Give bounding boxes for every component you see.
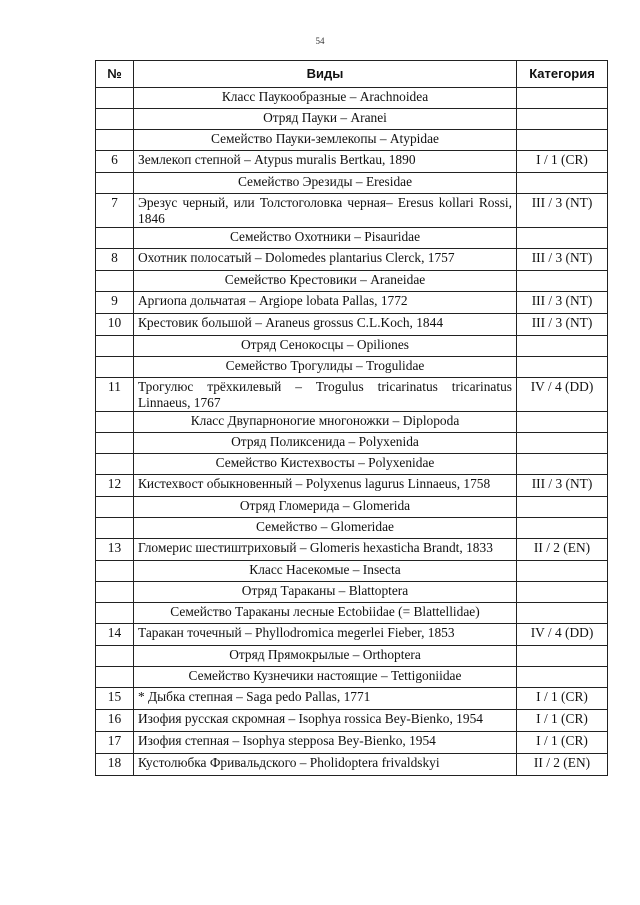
- species-row: [96, 732, 608, 754]
- species-row: [96, 314, 608, 336]
- category-cell: I / 1 (CR): [517, 732, 608, 754]
- row-number-cell: [96, 412, 134, 433]
- category-cell: I / 1 (CR): [517, 151, 608, 173]
- taxon-name-cell: Семейство – Glomeridae: [134, 518, 517, 539]
- row-number-cell: [96, 518, 134, 539]
- taxon-name-cell: Семейство Тараканы лесные Ectobiidae (= Blattellidae): [134, 603, 517, 624]
- taxon-name-cell: Семейство Кистехвосты – Polyxenidae: [134, 454, 517, 475]
- taxon-group-row: [96, 130, 608, 151]
- row-number-cell: [96, 173, 134, 194]
- taxon-group-row: [96, 518, 608, 539]
- row-number-cell: 14: [96, 624, 134, 646]
- category-cell: [517, 561, 608, 582]
- row-number-cell: 10: [96, 314, 134, 336]
- species-row: [96, 292, 608, 314]
- species-name-cell: Крестовик большой – Araneus grossus C.L.Koch, 1844: [134, 314, 517, 336]
- row-number-cell: [96, 228, 134, 249]
- header-category: Категория: [517, 61, 608, 88]
- species-name-cell: Охотник полосатый – Dolomedes plantarius Clerck, 1757: [134, 249, 517, 271]
- species-name-cell: Землекоп степной – Atypus muralis Bertkau, 1890: [134, 151, 517, 173]
- species-row: [96, 378, 608, 412]
- category-cell: III / 3 (NT): [517, 194, 608, 228]
- taxon-group-row: [96, 603, 608, 624]
- species-row: [96, 475, 608, 497]
- species-row: [96, 754, 608, 776]
- row-number-cell: [96, 109, 134, 130]
- category-cell: [517, 667, 608, 688]
- species-row: [96, 151, 608, 173]
- taxon-group-row: [96, 88, 608, 109]
- category-cell: [517, 497, 608, 518]
- taxon-name-cell: Семейство Кузнечики настоящие – Tettigoniidae: [134, 667, 517, 688]
- category-cell: [517, 433, 608, 454]
- taxon-group-row: [96, 561, 608, 582]
- species-name-cell: Изофия степная – Isophya stepposa Bey-Bienko, 1954: [134, 732, 517, 754]
- taxon-group-row: [96, 667, 608, 688]
- header-species: Виды: [134, 61, 517, 88]
- taxon-group-row: [96, 228, 608, 249]
- table-body: [96, 88, 608, 776]
- taxon-group-row: [96, 109, 608, 130]
- category-cell: [517, 336, 608, 357]
- category-cell: IV / 4 (DD): [517, 378, 608, 412]
- row-number-cell: [96, 130, 134, 151]
- taxon-group-row: [96, 497, 608, 518]
- row-number-cell: 13: [96, 539, 134, 561]
- row-number-cell: 12: [96, 475, 134, 497]
- row-number-cell: [96, 667, 134, 688]
- taxon-group-row: [96, 412, 608, 433]
- row-number-cell: 6: [96, 151, 134, 173]
- row-number-cell: [96, 603, 134, 624]
- species-name-cell: Трогулюс трёхкилевый – Trogulus tricarinatus tricarinatus Linnaeus, 1767: [134, 378, 517, 412]
- species-row: [96, 624, 608, 646]
- taxon-name-cell: Семейство Пауки-землекопы – Atypidae: [134, 130, 517, 151]
- row-number-cell: [96, 271, 134, 292]
- row-number-cell: 11: [96, 378, 134, 412]
- taxon-group-row: [96, 454, 608, 475]
- row-number-cell: [96, 646, 134, 667]
- row-number-cell: 7: [96, 194, 134, 228]
- taxon-group-row: [96, 271, 608, 292]
- category-cell: [517, 271, 608, 292]
- species-row: [96, 539, 608, 561]
- row-number-cell: [96, 88, 134, 109]
- species-name-cell: Изофия русская скромная – Isophya rossica Bey-Bienko, 1954: [134, 710, 517, 732]
- species-name-cell: Кистехвост обыкновенный – Polyxenus lagurus Linnaeus, 1758: [134, 475, 517, 497]
- species-name-cell: * Дыбка степная – Saga pedo Pallas, 1771: [134, 688, 517, 710]
- species-name-cell: Кустолюбка Фривальдского – Pholidoptera frivaldskyi: [134, 754, 517, 776]
- row-number-cell: 18: [96, 754, 134, 776]
- category-cell: [517, 130, 608, 151]
- row-number-cell: [96, 582, 134, 603]
- taxon-name-cell: Отряд Тараканы – Blattoptera: [134, 582, 517, 603]
- species-row: [96, 194, 608, 228]
- row-number-cell: 15: [96, 688, 134, 710]
- taxon-name-cell: Класс Двупарноногие многоножки – Diplopoda: [134, 412, 517, 433]
- category-cell: I / 1 (CR): [517, 688, 608, 710]
- category-cell: [517, 357, 608, 378]
- taxon-name-cell: Отряд Сенокосцы – Opiliones: [134, 336, 517, 357]
- species-name-cell: Эрезус черный, или Толстоголовка черная– Eresus kollari Rossi, 1846: [134, 194, 517, 228]
- taxon-name-cell: Класс Паукообразные – Arachnoidea: [134, 88, 517, 109]
- category-cell: III / 3 (NT): [517, 314, 608, 336]
- species-name-cell: Аргиопа дольчатая – Argiope lobata Pallas, 1772: [134, 292, 517, 314]
- taxon-name-cell: Отряд Пауки – Aranei: [134, 109, 517, 130]
- row-number-cell: [96, 433, 134, 454]
- category-cell: [517, 582, 608, 603]
- taxon-name-cell: Семейство Охотники – Pisauridae: [134, 228, 517, 249]
- taxon-group-row: [96, 582, 608, 603]
- category-cell: [517, 454, 608, 475]
- row-number-cell: [96, 454, 134, 475]
- category-cell: [517, 646, 608, 667]
- category-cell: II / 2 (EN): [517, 539, 608, 561]
- species-name-cell: Гломерис шестиштриховый – Glomeris hexasticha Brandt, 1833: [134, 539, 517, 561]
- taxon-name-cell: Отряд Поликсенида – Polyxenida: [134, 433, 517, 454]
- species-row: [96, 249, 608, 271]
- category-cell: II / 2 (EN): [517, 754, 608, 776]
- red-book-species-table: [95, 60, 608, 776]
- taxon-name-cell: Класс Насекомые – Insecta: [134, 561, 517, 582]
- category-cell: I / 1 (CR): [517, 710, 608, 732]
- category-cell: IV / 4 (DD): [517, 624, 608, 646]
- category-cell: [517, 88, 608, 109]
- row-number-cell: 8: [96, 249, 134, 271]
- taxon-group-row: [96, 173, 608, 194]
- table-header-row: [96, 61, 608, 88]
- category-cell: III / 3 (NT): [517, 475, 608, 497]
- row-number-cell: [96, 357, 134, 378]
- taxon-name-cell: Семейство Эрезиды – Eresidae: [134, 173, 517, 194]
- category-cell: [517, 412, 608, 433]
- category-cell: III / 3 (NT): [517, 292, 608, 314]
- category-cell: [517, 603, 608, 624]
- row-number-cell: [96, 497, 134, 518]
- species-row: [96, 710, 608, 732]
- taxon-name-cell: Семейство Крестовики – Araneidae: [134, 271, 517, 292]
- species-row: [96, 688, 608, 710]
- header-number: №: [96, 61, 134, 88]
- row-number-cell: 17: [96, 732, 134, 754]
- row-number-cell: 16: [96, 710, 134, 732]
- category-cell: [517, 228, 608, 249]
- category-cell: [517, 518, 608, 539]
- taxon-group-row: [96, 357, 608, 378]
- category-cell: [517, 173, 608, 194]
- row-number-cell: 9: [96, 292, 134, 314]
- taxon-name-cell: Семейство Трогулиды – Trogulidae: [134, 357, 517, 378]
- category-cell: III / 3 (NT): [517, 249, 608, 271]
- page-number: 54: [315, 36, 325, 46]
- row-number-cell: [96, 336, 134, 357]
- row-number-cell: [96, 561, 134, 582]
- taxon-name-cell: Отряд Гломерида – Glomerida: [134, 497, 517, 518]
- category-cell: [517, 109, 608, 130]
- species-name-cell: Таракан точечный – Phyllodromica megerlei Fieber, 1853: [134, 624, 517, 646]
- taxon-group-row: [96, 433, 608, 454]
- taxon-group-row: [96, 336, 608, 357]
- taxon-name-cell: Отряд Прямокрылые – Orthoptera: [134, 646, 517, 667]
- taxon-group-row: [96, 646, 608, 667]
